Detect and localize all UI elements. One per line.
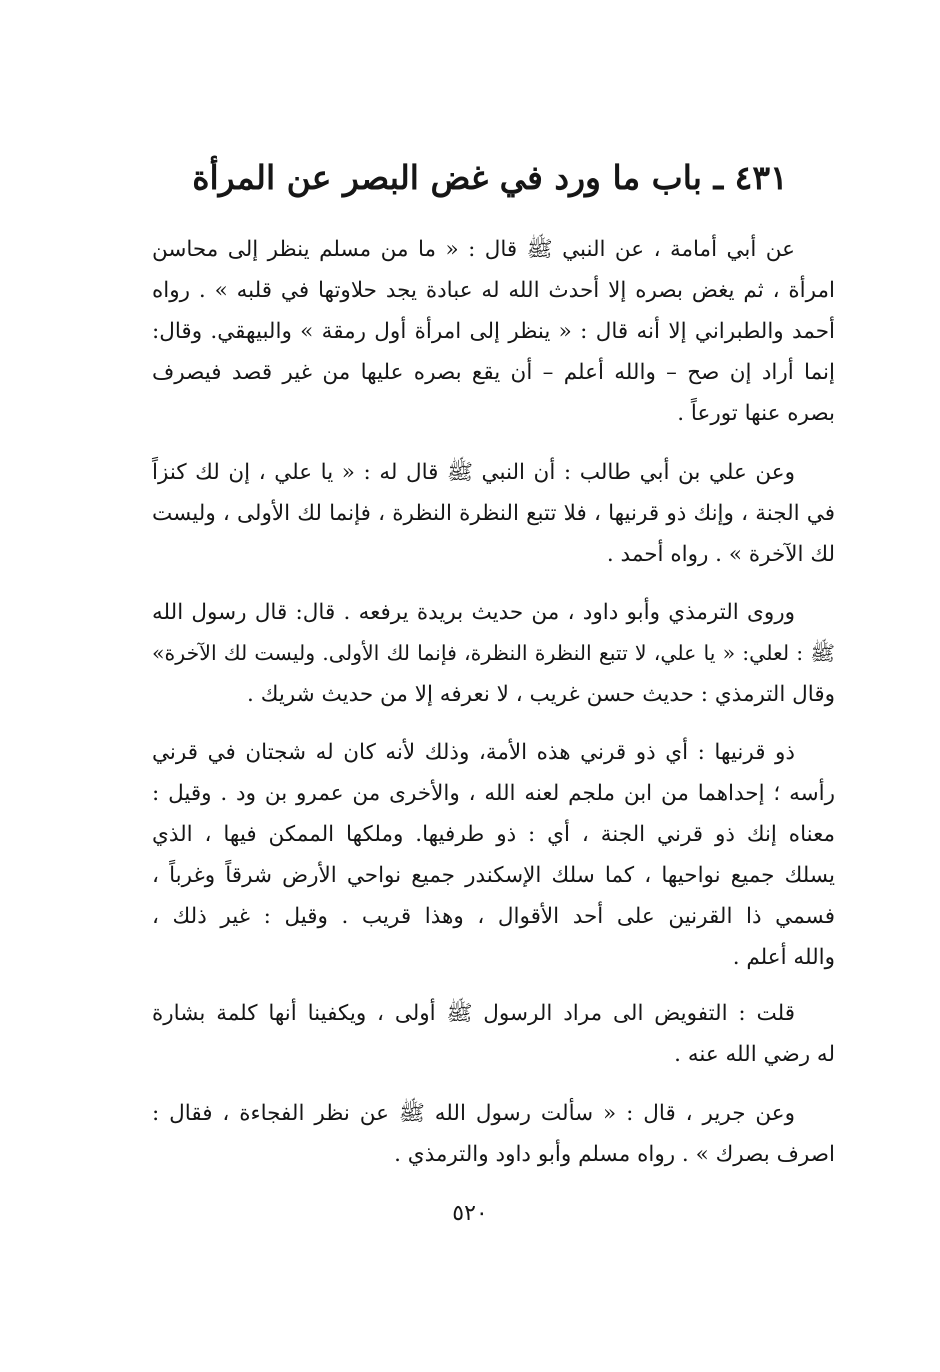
text-line: يسلك جميع نواحيها ، كما سلك الإسكندر جميع نواحي الأرض شرقاً وغرباً ، — [152, 863, 835, 888]
text-line: امرأة ، ثم يغض بصره إلا أحدث الله له عبادة يجد حلاوتها في قلبه » . رواه — [152, 278, 835, 303]
text-line: قلت : التفويض الى مراد الرسول ﷺ أولى ، ويكفينا أنها كلمة بشارة — [152, 1001, 795, 1026]
text-line: وقال الترمذي : حديث حسن غريب ، لا نعرفه إلا من حديث شريك . — [247, 682, 835, 707]
paragraph-comment — [152, 993, 835, 1075]
text-line: رأسه ؛ إحداهما من ابن ملجم لعنه الله ، والأخرى من عمرو بن ود . وقيل : — [152, 781, 835, 806]
text-line: فسمي ذا القرنين على أحد الأقوال ، وهذا قريب . وقيل : غير ذلك ، — [152, 904, 835, 929]
page-number: ٥٢٠ — [452, 1201, 488, 1226]
paragraph-jarir — [152, 1093, 835, 1175]
paragraph-dhu-qarnayha — [152, 732, 835, 978]
text-line: وروى الترمذي وأبو داود ، من حديث بريدة يرفعه . قال: قال رسول الله — [152, 600, 795, 625]
text-line: في الجنة ، وإنك ذو قرنيها ، فلا تتبع النظرة النظرة ، فإنما لك الأولى ، وليست — [152, 501, 835, 526]
paragraph-abu-umama — [152, 229, 835, 434]
text-line: وعن علي بن أبي طالب : أن النبي ﷺ قال له : « يا علي ، إن لك كنزاً — [152, 460, 795, 485]
text-line: أحمد والطبراني إلا أنه قال : « ينظر إلى امرأة أول رمقة » والبيهقي. وقال: — [152, 319, 835, 344]
text-line: ﷺ : لعلي: « يا علي، لا تتبع النظرة النظرة، فإنما لك الأولى. وليست لك الآخرة» — [152, 641, 835, 665]
text-line: له رضي الله عنه . — [674, 1042, 835, 1067]
text-line: معناه إنك ذو قرني الجنة ، أي : ذو طرفيها. وملكها الممكن فيها ، الذي — [152, 822, 835, 847]
text-line: ذو قرنيها : أي ذو قرني هذه الأمة، وذلك لأنه كان له شجتان في قرني — [152, 740, 795, 765]
paragraph-ali — [152, 452, 835, 575]
text-line: اصرف بصرك » . رواه مسلم وأبو داود والترمذي . — [394, 1142, 835, 1167]
chapter-title: ٤٣١ ـ باب ما ورد في غض البصر عن المرأة — [192, 158, 788, 197]
text-line: بصره عنها تورعاً . — [677, 401, 835, 426]
text-line: عن أبي أمامة ، عن النبي ﷺ قال : « ما من مسلم ينظر إلى محاسن — [152, 237, 795, 262]
text-line: وعن جرير ، قال : « سألت رسول الله ﷺ عن نظر الفجاءة ، فقال : — [152, 1101, 795, 1126]
text-line: إنما أراد إن صح – والله أعلم – أن يقع بصره عليها من غير قصد فيصرف — [152, 360, 835, 385]
text-line: لك الآخرة » . رواه أحمد . — [606, 542, 835, 567]
paragraph-tirmidhi — [152, 592, 835, 715]
text-line: والله أعلم . — [732, 945, 835, 970]
